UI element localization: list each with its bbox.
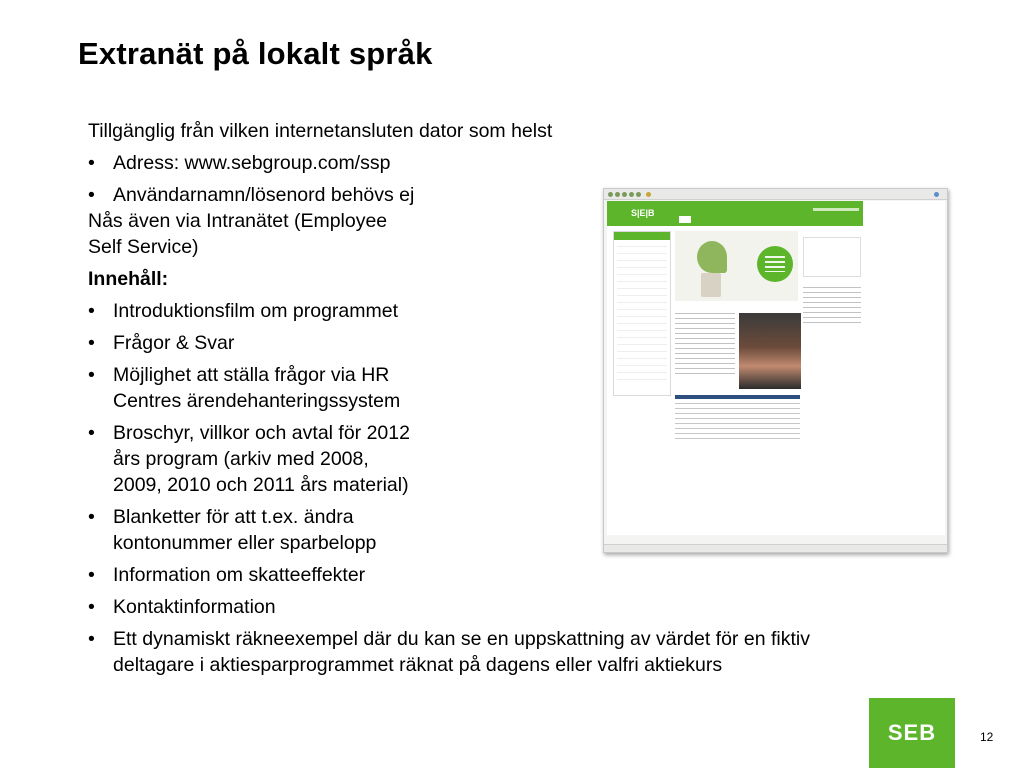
read-more-box (803, 237, 861, 277)
content-bullet-film: • Introduktionsfilm om programmet (88, 298, 948, 324)
extranet-logo: S|E|B (631, 208, 655, 218)
portrait-image (739, 313, 801, 389)
page-number: 12 (980, 730, 994, 744)
contents-heading: Innehåll: (88, 268, 169, 290)
extranet-page (607, 201, 945, 535)
intro-line: Tillgänglig från vilken internetansluten dator som helst (88, 120, 553, 142)
content-bullet-tax: • Information om skatteeffekter (88, 562, 948, 588)
intranet-line-1: Nås även via Intranätet (Employee (88, 210, 388, 232)
content-bullet-calculator: • Ett dynamiskt räkneexempel där du kan se en uppskattning av värdet för en fiktiv (88, 626, 948, 652)
content-bullet-brochure-cont-1: års program (arkiv med 2008, (113, 448, 369, 470)
risks-heading (675, 395, 800, 399)
content-bullet-brochure: • Broschyr, villkor och avtal för 2012 (88, 420, 948, 446)
home-tab (679, 216, 691, 223)
browser-toolbar (604, 189, 947, 200)
extranet-screenshot (603, 188, 948, 553)
content-bullet-hr-cont: Centres ärendehanteringssystem (113, 390, 401, 412)
login-bullet: • Användarnamn/lösenord behövs ej (88, 182, 948, 208)
extranet-banner (607, 201, 863, 226)
content-bullet-brochure-cont-2: 2009, 2010 och 2011 års material) (113, 474, 409, 496)
intranet-line-2: Self Service) (88, 236, 199, 258)
content-bullet-calculator-cont: deltagare i aktiesparprogrammet räknat på dagens eller valfri aktiekurs (113, 654, 723, 676)
seb-logo: SEB (869, 698, 955, 768)
video-text (803, 287, 861, 327)
address-bullet: • Adress: www.sebgroup.com/ssp (88, 150, 948, 176)
content-bullet-forms: • Blanketter för att t.ex. ändra (88, 504, 948, 530)
content-bullet-contact: • Kontaktinformation (88, 594, 948, 620)
content-bullet-faq: • Frågor & Svar (88, 330, 948, 356)
content-bullet-hr: • Möjlighet att ställa frågor via HR (88, 362, 948, 388)
content-bullet-forms-cont: kontonummer eller sparbelopp (113, 532, 377, 554)
intro-text (675, 313, 735, 375)
slide-title: Extranät på lokalt språk (78, 36, 433, 71)
extranet-left-nav (613, 231, 671, 396)
apply-badge (757, 246, 793, 282)
risks-text (675, 403, 800, 443)
browser-status-bar (604, 544, 947, 552)
